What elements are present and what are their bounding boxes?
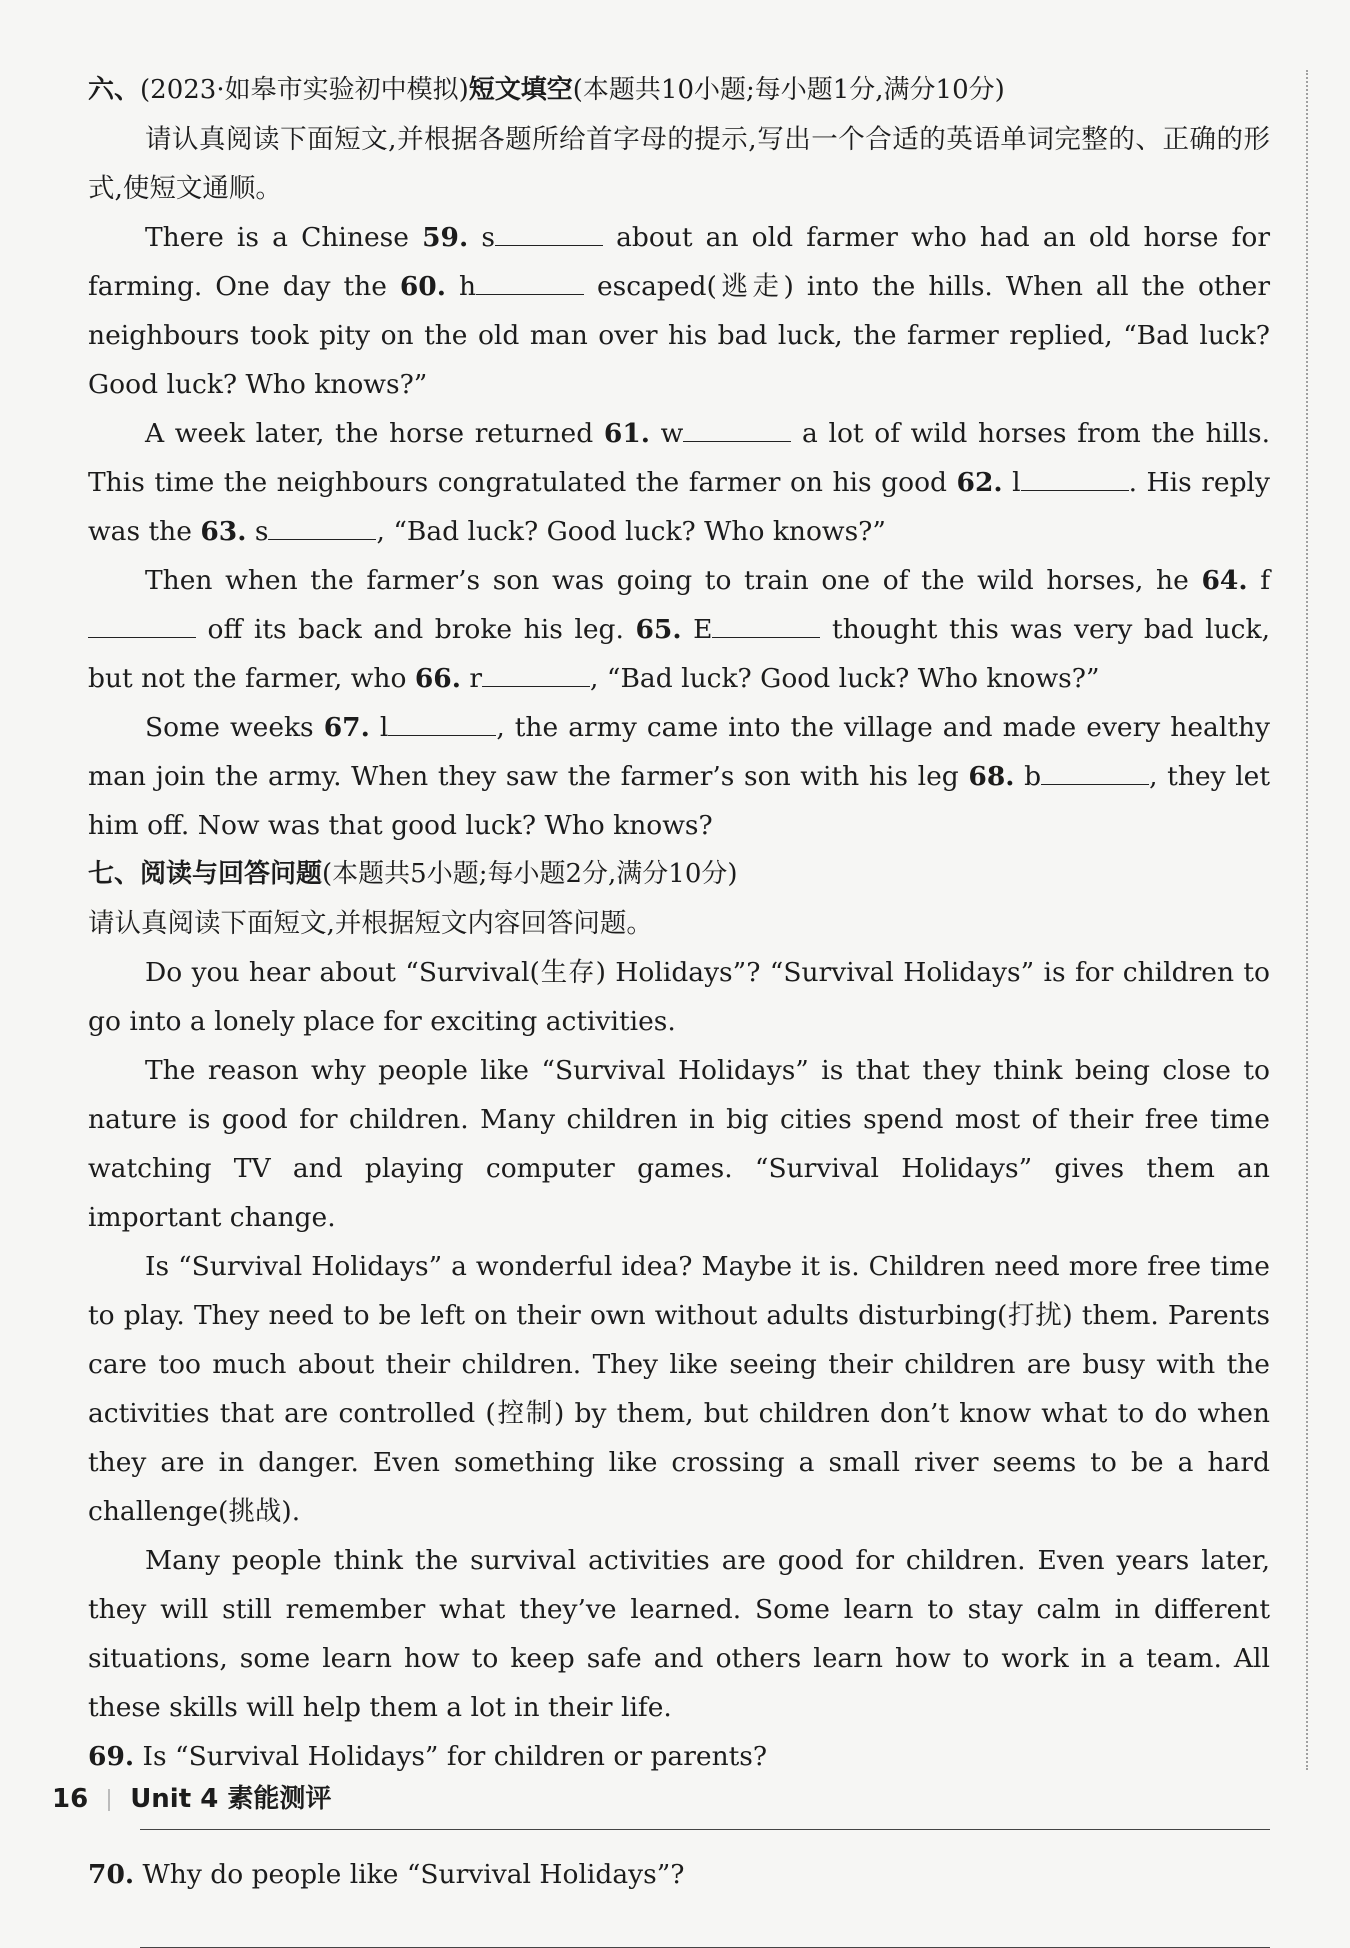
cloze-paragraph-1: [88, 213, 1270, 409]
text: , they let him off. Now was that good luck? Who knows?: [88, 761, 1270, 841]
question-63-blank[interactable]: [268, 521, 376, 540]
reading-paragraph-2: The reason why people like “Survival Holidays” is that they think being close to nature is good for children. Many children in big cities spend most of their free time watching TV and playing computer games. “Survival Holidays” gives them an important change.: [88, 1055, 1270, 1233]
section7-number: 七、: [88, 859, 141, 889]
question-69-number: 69.: [88, 1741, 135, 1772]
question-59-letter: s: [468, 222, 495, 253]
question-65-number: 65.: [635, 614, 682, 645]
question-67-number: 67.: [323, 712, 370, 743]
section6-score: (本题共10小题;每小题1分,满分10分): [572, 75, 1005, 105]
question-59-blank[interactable]: [495, 227, 603, 246]
footer-divider: [108, 1789, 110, 1811]
question-60-letter: h: [445, 271, 477, 302]
text: , “Bad luck? Good luck? Who knows?”: [590, 663, 1100, 694]
question-64-number: 64.: [1201, 565, 1248, 596]
text: Some weeks: [145, 712, 324, 743]
text: about an old farmer who had an old horse for farming. One day the: [88, 222, 1270, 302]
question-61-letter: w: [650, 418, 684, 449]
section7-score: (本题共5小题;每小题2分,满分10分): [322, 859, 738, 889]
question-59-number: 59.: [422, 222, 469, 253]
cloze-paragraph-3: [88, 556, 1270, 703]
question-60-number: 60.: [399, 271, 446, 302]
question-62-blank[interactable]: [1021, 472, 1129, 491]
unit-label: Unit 4 素能测评: [130, 1784, 332, 1814]
worksheet-page: [88, 66, 1271, 1890]
text: escaped(逃走) into the hills. When all the other neighbours took pity on the old man over his bad luck, the farmer replied, “Bad luck? Good luck? Who knows?”: [88, 271, 1270, 400]
text: off its back and broke his leg.: [196, 614, 636, 645]
section6-instruction: 请认真阅读下面短文,并根据各题所给首字母的提示,写出一个合适的英语单词完整的、正确的形式,使短文通顺。: [88, 124, 1270, 204]
question-65-letter: E: [681, 614, 713, 645]
text: Then when the farmer’s son was going to train one of the wild horses, he: [145, 565, 1202, 596]
text: thought this was very bad luck, but not the farmer, who: [88, 614, 1270, 694]
text: , “Bad luck? Good luck? Who knows?”: [376, 516, 886, 547]
question-64-letter: f: [1247, 565, 1270, 596]
question-64-blank[interactable]: [88, 619, 196, 638]
question-70: [88, 1850, 1270, 1899]
text: A week later, the horse returned: [145, 418, 604, 449]
question-70-text: Why do people like “Survival Holidays”?: [134, 1859, 685, 1890]
text: a lot of wild horses from the hills. This time the neighbours congratulated the farmer on his good: [88, 418, 1271, 498]
binding-dotted-line: [1306, 70, 1308, 1770]
question-66-number: 66.: [414, 663, 461, 694]
page-footer: [52, 1778, 331, 1815]
text: . His reply was the: [88, 467, 1270, 547]
section7-heading: [88, 850, 1270, 899]
question-65-blank[interactable]: [712, 619, 820, 638]
section6-source: (2023·如皋市实验初中模拟): [140, 75, 469, 105]
question-68-letter: b: [1014, 761, 1042, 792]
question-60-blank[interactable]: [476, 276, 584, 295]
question-68-number: 68.: [968, 761, 1015, 792]
question-66-blank[interactable]: [482, 668, 590, 687]
question-62-letter: l: [1002, 467, 1021, 498]
reading-paragraph-4: Many people think the survival activities are good for children. Even years later, they will still remember what they’ve learned. Some learn to stay calm in different situations, some learn how to keep safe and others learn how to work in a team. All these skills will help them a lot in their life.: [88, 1545, 1270, 1723]
cloze-paragraph-4: [88, 703, 1270, 850]
question-61-blank[interactable]: [683, 423, 791, 442]
section7-instruction: 请认真阅读下面短文,并根据短文内容回答问题。: [88, 908, 653, 939]
reading-paragraph-3: Is “Survival Holidays” a wonderful idea? Maybe it is. Children need more free time to play. They need to be left on their own without adults disturbing(打扰) them. Parents care too much about their children. They like seeing their children are busy with the activities that are controlled (控制) by them, but children don’t know what to do when they are in danger. Even something like crossing a small river seems to be a hard challenge(挑战).: [88, 1251, 1270, 1527]
question-69: [88, 1732, 1270, 1781]
section7-title: 阅读与回答问题: [140, 859, 323, 889]
section6-number: 六、: [88, 75, 141, 105]
question-70-number: 70.: [88, 1859, 135, 1890]
question-68-blank[interactable]: [1041, 766, 1149, 785]
question-70-answer-line[interactable]: [140, 1899, 1270, 1948]
text: , the army came into the village and made every healthy man join the army. When they saw the farmer’s son with his leg: [88, 712, 1270, 792]
question-63-number: 63.: [200, 516, 247, 547]
question-67-letter: l: [369, 712, 389, 743]
question-67-blank[interactable]: [388, 717, 496, 736]
section6-title: 短文填空: [468, 75, 573, 105]
question-69-text: Is “Survival Holidays” for children or parents?: [134, 1741, 768, 1772]
cloze-paragraph-2: [88, 409, 1270, 556]
section6-heading: [88, 66, 1270, 115]
text: There is a Chinese: [145, 222, 423, 253]
question-63-letter: s: [246, 516, 269, 547]
question-66-letter: r: [460, 663, 483, 694]
page-number: 16: [52, 1784, 89, 1814]
question-62-number: 62.: [956, 467, 1003, 498]
question-61-number: 61.: [603, 418, 650, 449]
reading-paragraph-1: Do you hear about “Survival(生存) Holidays”? “Survival Holidays” is for children to go into a lonely place for exciting activities.: [88, 957, 1270, 1037]
